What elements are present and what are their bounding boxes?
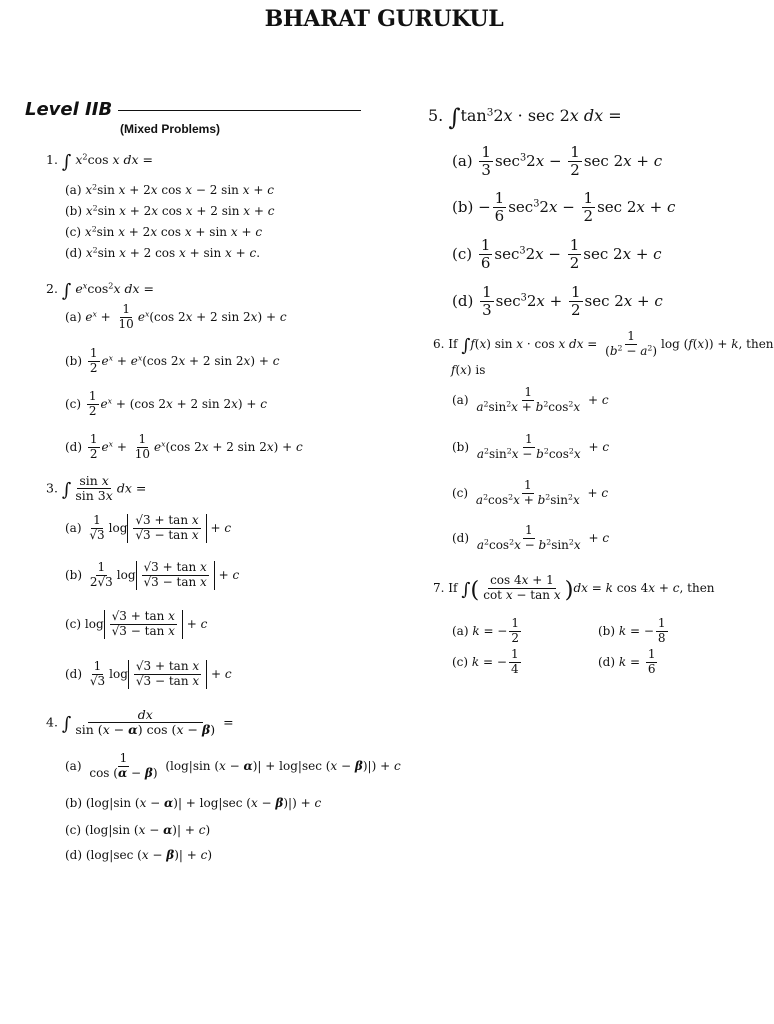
question-number: 3. xyxy=(46,480,58,496)
q1-option-a: (a) $x^2\sin$ x + 2x cos x − 2 sin x + c xyxy=(65,182,274,197)
q6-option-d: (d) $\frac{1}{a^2\cos^2x - b^2\sin^2x}$ + c xyxy=(452,523,610,552)
q1-option-c: (c) $x^2\sin$ x + 2x cos x + sin x + c xyxy=(65,224,263,239)
question-4: 4. ∫ $\frac{dx}{\sin (x - \alpha) \cos (x - \beta)}$ = xyxy=(46,707,234,738)
q3-option-b: (b) $\frac{1}{2√3}$ log $\frac{\text{√3 + tan x}}{\text{√3 − tan x}}$ + c xyxy=(65,560,240,589)
q1-option-b: (b) $x^2\sin$ x + 2x cos x + 2 sin x + c xyxy=(65,203,275,218)
question-7: 7. If ∫( $\frac{\cos 4x + 1}{\text{cot x − tan x}}$ )dx = k cos 4x + c, then xyxy=(433,573,715,603)
q5-option-a: (a) $\frac{1}{3}$ $\sec^32x$ − $\frac{1}{2}$ sec 2x + c xyxy=(452,143,663,180)
q7-option-c: (c) k = − $\frac{1}{4}$ xyxy=(452,647,519,676)
then-text: then xyxy=(687,580,715,595)
question-6-line2: f(x) is xyxy=(451,363,486,377)
q2-option-b: (b) $\frac{1}{2}$ $e^x + e^x(\cos$ 2x + 2 sin 2x) + c xyxy=(65,346,280,375)
q4-option-b: (b) (log|sin (x − α)| + log|sec (x − β)|) + c xyxy=(65,796,322,810)
question-1: 1. ∫ $x^2\cos$ x dx = xyxy=(46,151,154,173)
q5-option-b: (b) − $\frac{1}{6}$ $\sec^32x$ − $\frac{1}{2}$ sec 2x + c xyxy=(452,189,676,226)
then-text: then xyxy=(746,336,774,351)
question-5: 5. $\int\tan^32x \cdot \sec 2x$ dx = xyxy=(428,104,622,132)
q5-option-c: (c) $\frac{1}{6}$ $\sec^32x$ − $\frac{1}{2}$ sec 2x + c xyxy=(452,236,662,273)
question-6: 6. If ∫f(x) sin x · cos x dx = $\frac{1}{(b^2 - a^2)}$ log (f(x)) + k, then xyxy=(433,329,774,358)
page-title: BHARAT GURUKUL xyxy=(264,6,504,32)
q7-option-b: (b) k = − $\frac{1}{8}$ xyxy=(598,616,666,645)
q3-option-c: (c) log $\frac{\text{√3 + tan x}}{\text{√3 − tan x}}$ + c xyxy=(65,609,208,638)
q4-option-c: (c) (log|sin (x − α)| + c) xyxy=(65,823,211,837)
question-2: 2. ∫ $e^x\cos^2x$ dx = xyxy=(46,280,154,302)
q2-option-c: (c) $\frac{1}{2}$ $e^x + (\cos$ 2x + 2 sin 2x) + c xyxy=(65,389,267,418)
section-subtitle: (Mixed Problems) xyxy=(120,122,221,136)
question-number: 2. xyxy=(46,281,58,296)
q7-option-a: (a) k = − $\frac{1}{2}$ xyxy=(452,616,520,645)
q2-option-a: (a) $e^x$ + $\frac{1}{10}$ $e^x(\cos$ 2x + 2 sin 2x) + c xyxy=(65,302,287,331)
q5-option-d: (d) $\frac{1}{3}$ $\sec^32x$ + $\frac{1}{2}$ sec 2x + c xyxy=(452,283,663,320)
question-number: 7. xyxy=(433,580,445,595)
question-number: 5. xyxy=(428,106,444,125)
q7-option-d: (d) k = $\frac{1}{6}$ xyxy=(598,647,656,676)
q1-option-d: (d) $x^2\sin$ x + 2 cos x + sin x + c. xyxy=(65,245,261,260)
level-heading: Level IIB xyxy=(25,99,113,120)
question-number: 6. xyxy=(433,336,445,351)
q6-option-b: (b) $\frac{1}{a^2\sin^2x - b^2\cos^2x}$ + c xyxy=(452,432,610,461)
question-number: 1. xyxy=(46,152,58,167)
q3-option-d: (d) $\frac{1}{√3}$ log $\frac{\text{√3 + tan x}}{\text{√3 − tan x}}$ + c xyxy=(65,659,232,688)
question-number: 4. xyxy=(46,714,58,730)
heading-rule xyxy=(118,110,361,111)
q2-option-d: (d) $\frac{1}{2}$ $e^x$ + $\frac{1}{10}$ $e^x(\cos$ 2x + 2 sin 2x) + c xyxy=(65,432,303,461)
q6-option-a: (a) $\frac{1}{a^2\sin^2x + b^2\cos^2x}$ + c xyxy=(452,385,609,414)
question-3: 3. ∫ $\frac{\text{sin x}}{\sin 3x}$ dx = xyxy=(46,473,147,504)
q6-option-c: (c) $\frac{1}{a^2\cos^2x + b^2\sin^2x}$ + c xyxy=(452,478,609,507)
q3-option-a: (a) $\frac{1}{√3}$ log $\frac{\text{√3 + tan x}}{\text{√3 − tan x}}$ + c xyxy=(65,513,232,542)
is-text: is xyxy=(475,363,486,377)
q4-option-a: (a) $\frac{1}{\cos (\alpha - \beta)}$ (log|sin (x − α)| + log|sec (x − β)|) + c xyxy=(65,751,401,780)
q4-option-d: (d) (log|sec (x − β)| + c) xyxy=(65,848,213,862)
